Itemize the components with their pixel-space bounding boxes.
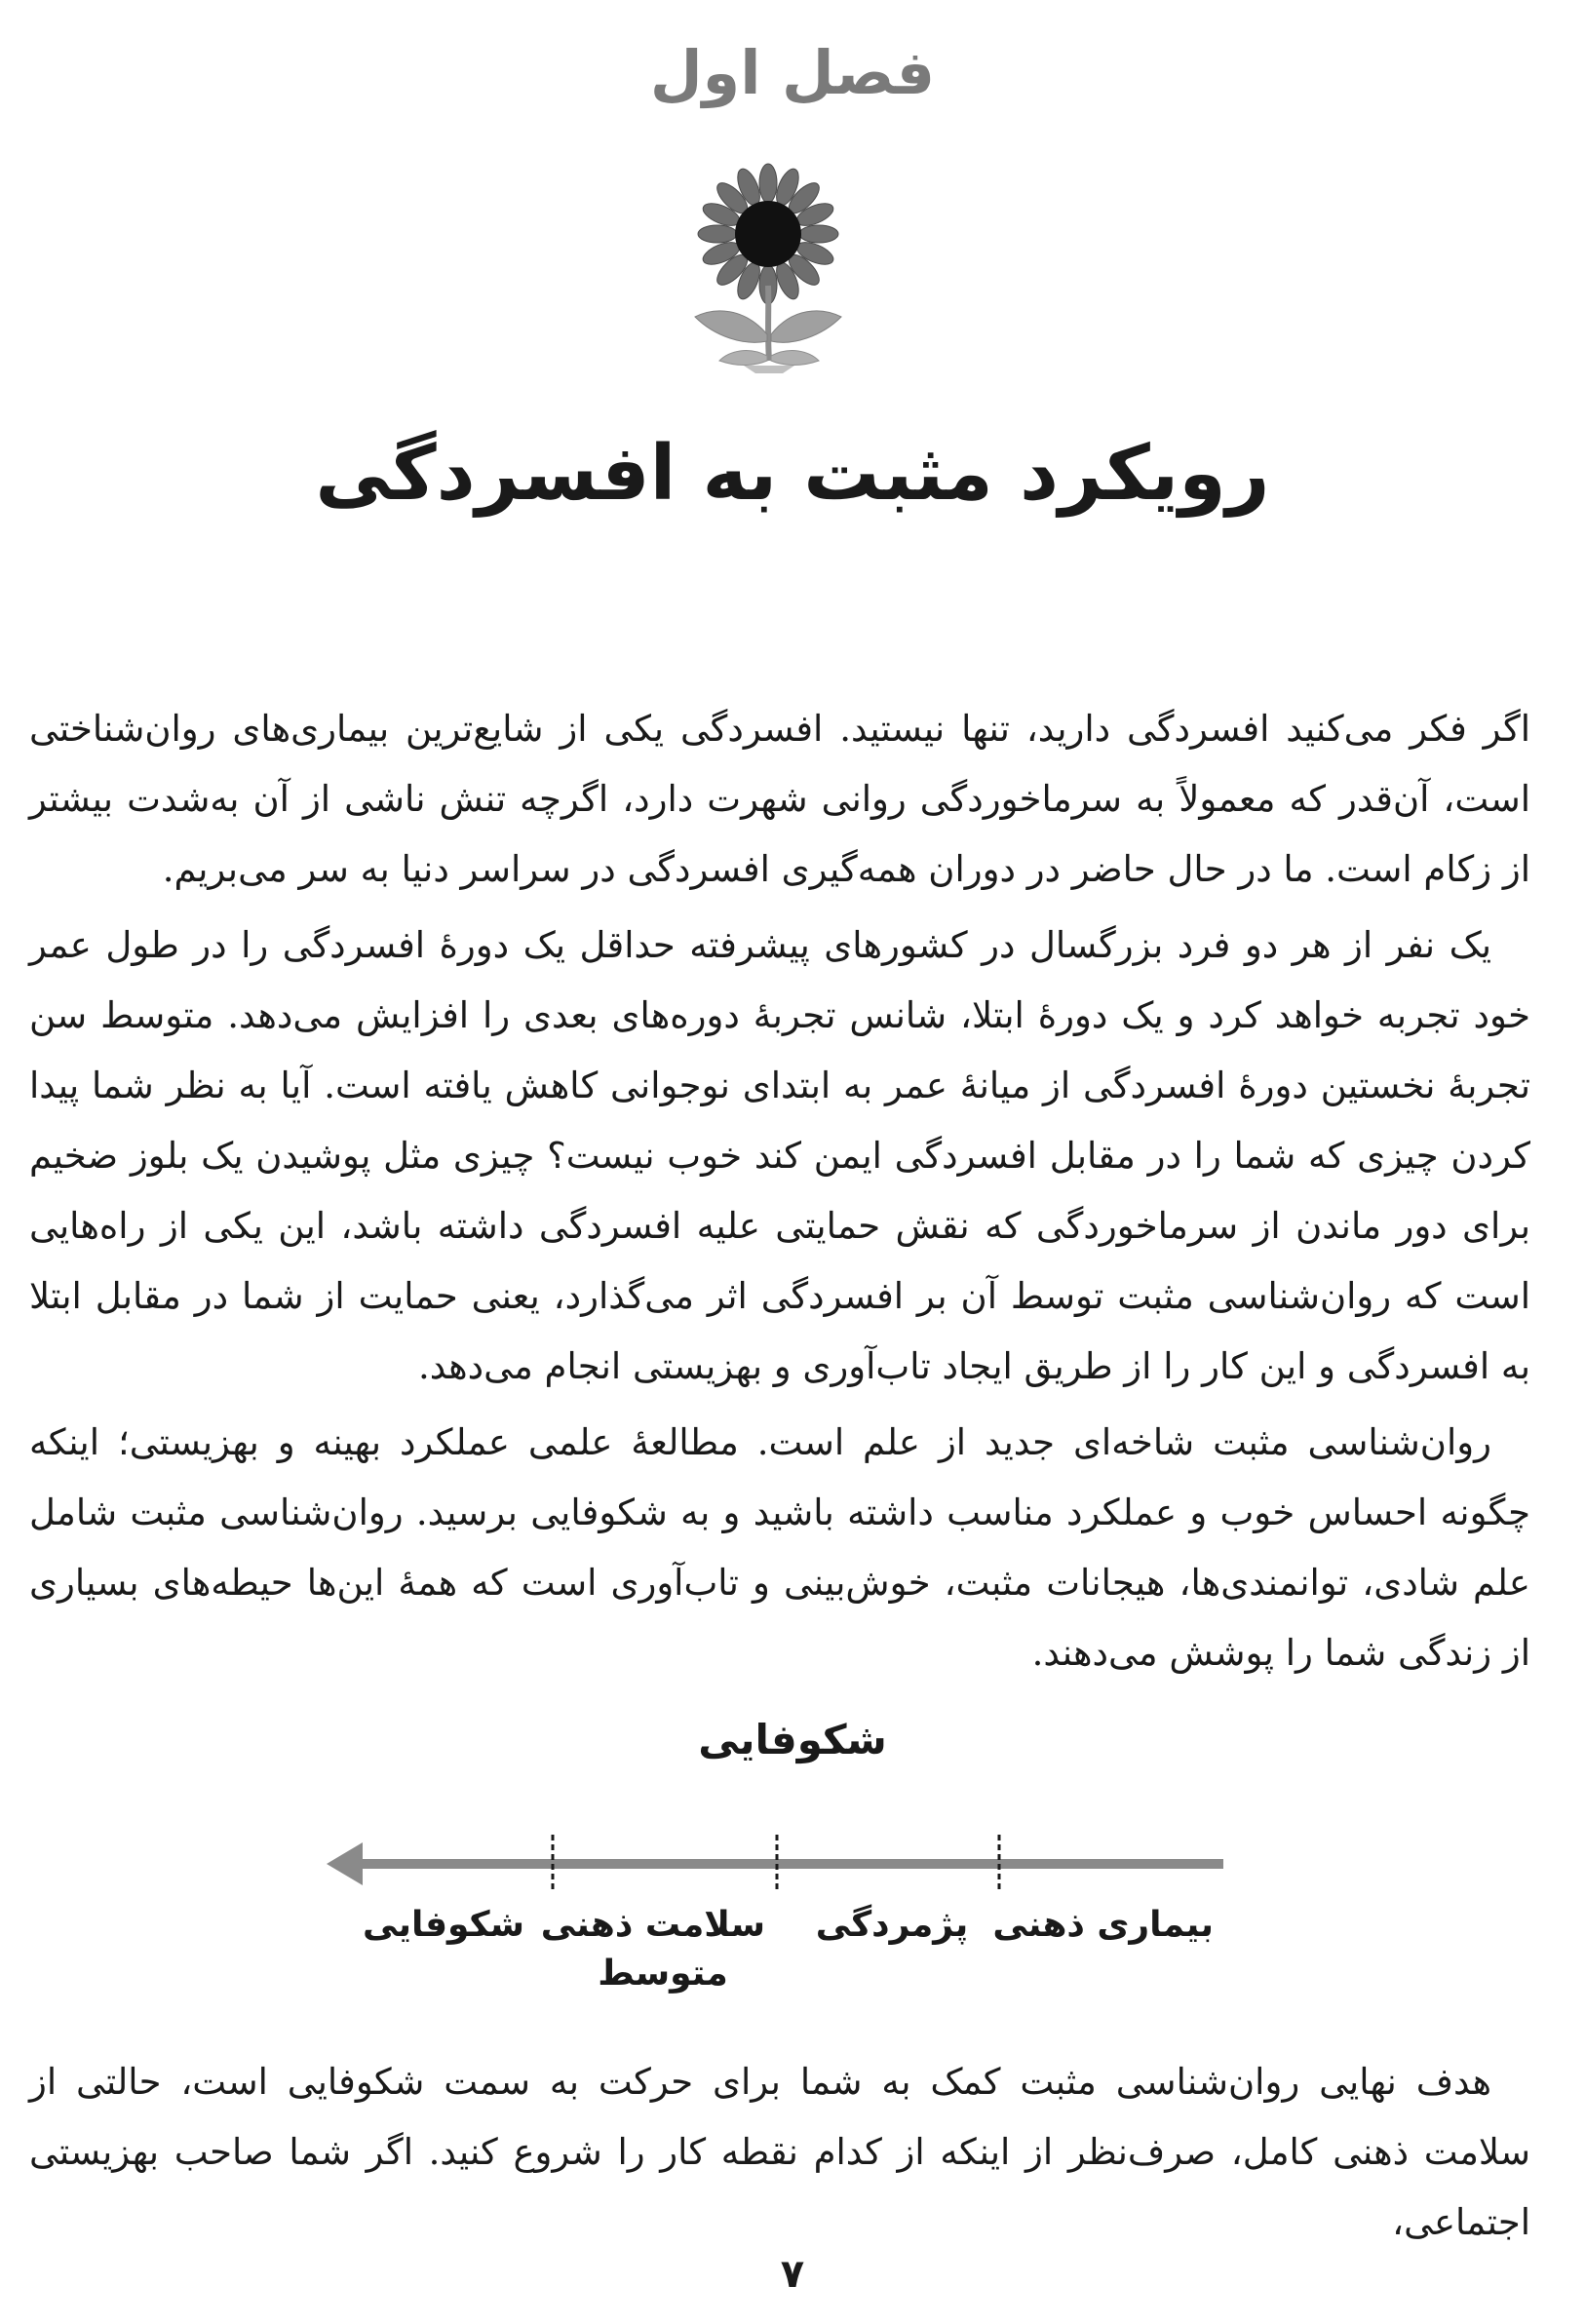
chapter-label: فصل اول xyxy=(649,37,936,108)
stage-mental-illness: بیماری ذهنی xyxy=(992,1905,1214,1945)
stage-flourishing: شکوفایی xyxy=(363,1905,524,1945)
paragraph-1: اگر فکر می‌کنید افسردگی دارید، تنها نیستید. افسردگی یکی از شایع‌ترین بیماری‌های روان‌شناختی است، آن‌قدر که معمولاً به سرماخوردگی روانی شهرت دارد، اگرچه تنش ناشی از آن به‌شدت بیشتر از زکام است. ما در حال حاضر در دوران همه‌گیری افسردگی در سراسر دنیا به سر می‌بریم. xyxy=(29,708,1530,890)
stage-moderate-health xyxy=(540,1901,765,1998)
stage-moderate-health-line2: متوسط xyxy=(598,1954,728,1994)
paragraph-2: یک نفر از هر دو فرد بزرگسال در کشورهای پیشرفته حداقل یک دورهٔ افسردگی را در طول عمر خود تجربه خواهد کرد و یک دورهٔ ابتلا، شانس تجربهٔ دوره‌های بعدی را افزایش می‌دهد. متوسط سن تجربهٔ نخستین دورهٔ افسردگی از میانهٔ عمر به ابتدای نوجوانی کاهش یافته است. آیا به نظر شما پیدا کردن چیزی که شما را در مقابل افسردگی ایمن کند خوب نیست؟ چیزی مثل پوشیدن یک بلوز ضخیم برای دور ماندن از سرماخوردگی که نقش حمایتی علیه افسردگی داشته باشد، این یکی از راه‌هایی است که روان‌شناسی مثبت توسط آن بر افسردگی اثر می‌گذارد، یعنی حمایت از شما در مقابل ابتلا به افسردگی و این کار را از طریق ایجاد تاب‌آوری و بهزیستی انجام می‌دهد. xyxy=(29,924,1530,1387)
sunflower-icon xyxy=(685,161,851,375)
body-paragraphs xyxy=(29,694,1530,1694)
flourishing-continuum-diagram xyxy=(0,1716,1585,2008)
paragraph-3: روان‌شناسی مثبت شاخه‌ای جدید از علم است. مطالعهٔ علمی عملکرد بهینه و بهزیستی؛ اینکه چگونه احساس خوب و عملکرد مناسب داشته باشید و به شکوفایی برسید. روان‌شناسی مثبت شامل علم شادی، توانمندی‌ها، هیجانات مثبت، خوش‌بینی و تاب‌آوری است که همهٔ این‌ها حیطه‌های بسیاری از زندگی شما را پوشش می‌دهند. xyxy=(29,1421,1530,1674)
diagram-title: شکوفایی xyxy=(698,1716,887,1763)
stage-languishing: پژمردگی xyxy=(815,1905,969,1945)
stage-moderate-health-line1: سلامت ذهنی xyxy=(540,1905,765,1945)
chapter-title: رویکرد مثبت به افسردگی xyxy=(315,430,1270,518)
page-number: ۷ xyxy=(780,2252,805,2297)
arrow-head-icon xyxy=(327,1842,363,1885)
closing-paragraph-block xyxy=(29,2047,1530,2264)
continuum-arrow xyxy=(0,1716,1585,2008)
paragraph-4: هدف نهایی روان‌شناسی مثبت کمک به شما برای حرکت به سمت شکوفایی است، حالتی از سلامت ذهنی کامل، صرف‌نظر از اینکه از کدام نقطه کار را شروع کنید. اگر شما صاحب بهزیستی اجتماعی، xyxy=(29,2061,1530,2243)
